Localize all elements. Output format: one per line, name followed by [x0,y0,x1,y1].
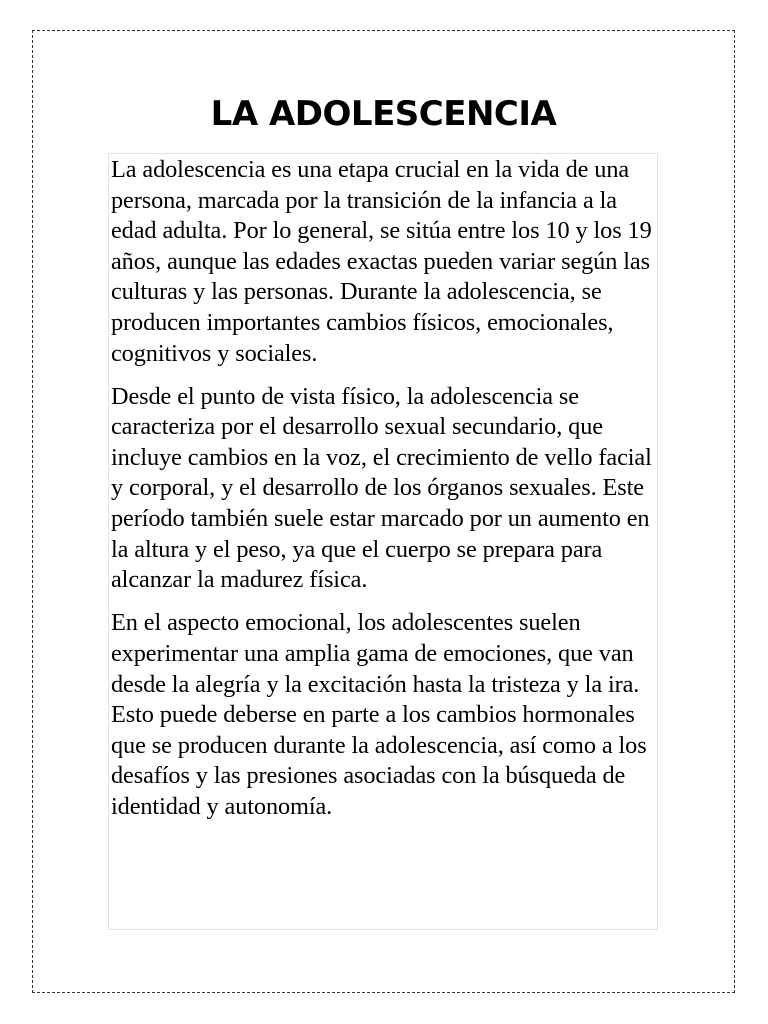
paragraph-1: La adolescencia es una etapa crucial en la vida de una persona, marcada por la transición de la infancia a la edad adulta. Por lo general, se sitúa entre los 10 y los 19 años, aunque las edades exactas pueden variar según las culturas y las personas. Durante la adolescencia, se producen importantes cambios físicos, emocionales, cognitivos y sociales. [111,156,652,367]
text-box [108,153,658,930]
page-title: LA ADOLESCENCIA [210,94,557,134]
paragraph-2: Desde el punto de vista físico, la adolescencia se caracteriza por el desarrollo sexual secundario, que incluye cambios en la voz, el crecimiento de vello facial y corporal, y el desarrollo de los órganos sexuales. Este período también suele estar marcado por un aumento en la altura y el peso, ya que el cuerpo se prepara para alcanzar la madurez física. [111,382,652,594]
paragraph-3: En el aspecto emocional, los adolescentes suelen experimentar una amplia gama de emociones, que van desde la alegría y la excitación hasta la tristeza y la ira. Esto puede deberse en parte a los cambios hormonales que se producen durante la adolescencia, así como a los desafíos y las presiones asociadas con la búsqueda de identidad y autonomía. [111,609,647,820]
